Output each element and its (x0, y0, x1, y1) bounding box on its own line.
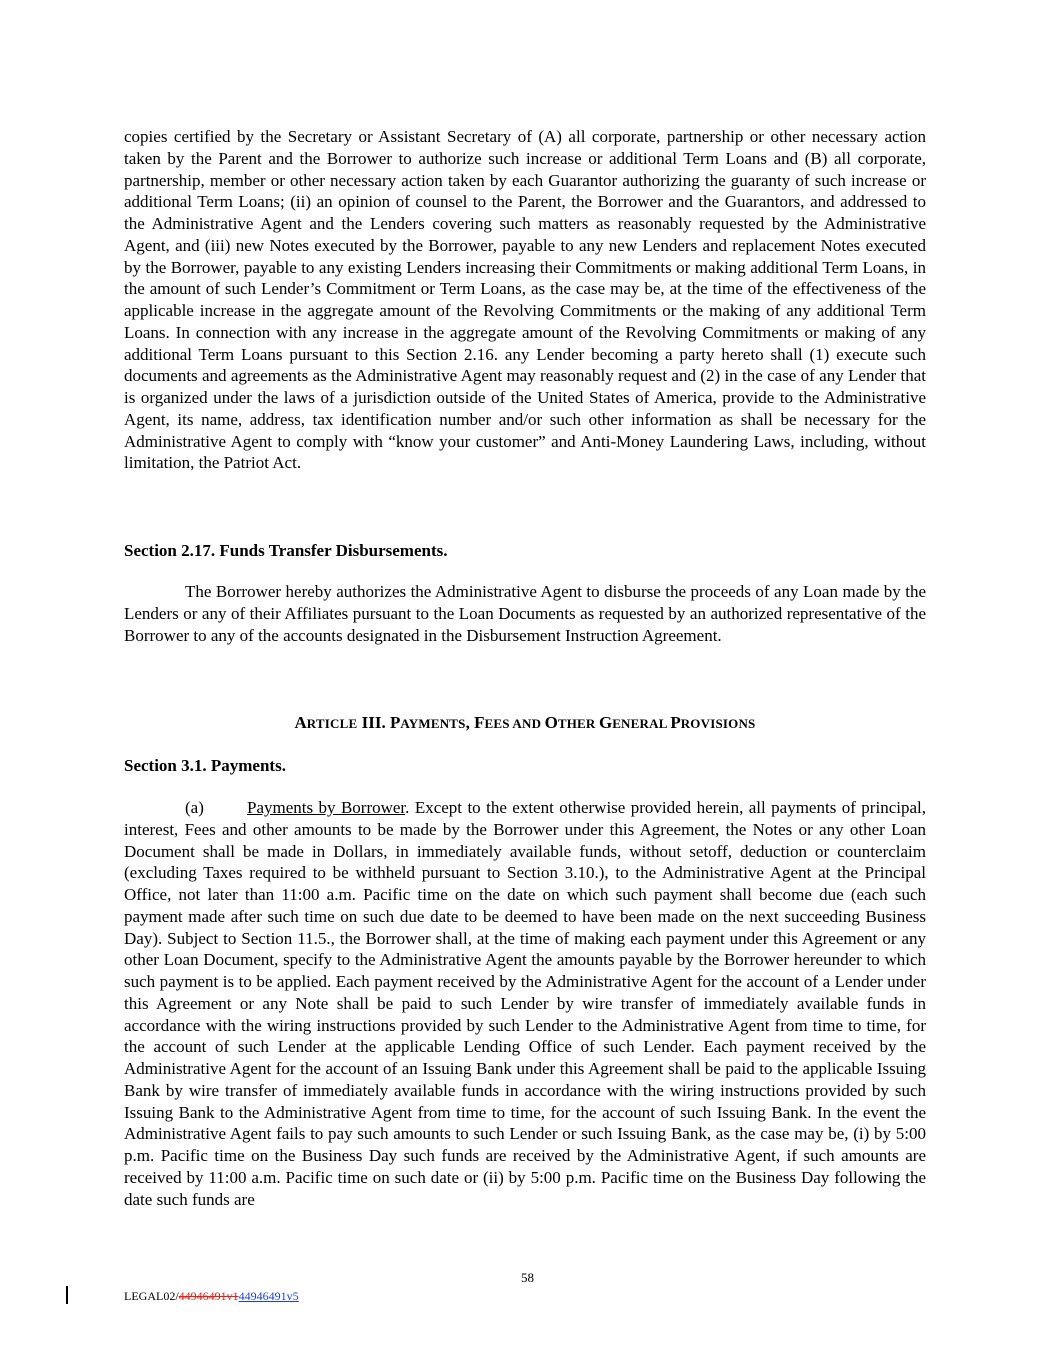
section-3-1-body: . Except to the extent otherwise provided herein, all payments of principal, interest, Fees and other amounts to be made by the Borrower under this Agreement, the Notes or any other Loan Document shall be made in Dollars, in immediately available funds, without setoff, deduction or counterclaim (excluding Taxes required to be withheld pursuant to Section 3.10.), to the Administrative Agent at the Principal Office, not later than 11:00 a.m. Pacific time on the date on which such payment shall become due (each such payment made after such time on such due date to be deemed to have been made on the next succeeding Business Day). Subject to Section 11.5., the Borrower shall, at the time of making each payment under this Agreement or any other Loan Document, specify to the Administrative Agent the amounts payable by the Borrower hereunder to which such payment is to be applied. Each payment received by the Administrative Agent for the account of a Lender under this Agreement or any Note shall be paid to such Lender by wire transfer of immediately available funds in accordance with the wiring instructions provided by such Lender to the Administrative Agent from time to time, for the account of such Lender at the applicable Lending Office of such Lender. Each payment received by the Administrative Agent for the account of an Issuing Bank under this Agreement shall be paid to the applicable Issuing Bank by wire transfer of immediately available funds in accordance with the wiring instructions provided by such Issuing Bank to the Administrative Agent from time to time, for the account of such Issuing Bank. In the event the Administrative Agent fails to pay such amounts to such Lender or such Issuing Bank, as the case may be, (i) by 5:00 p.m. Pacific time on the Business Day such funds are received by the Administrative Agent, if such amounts are received by 11:00 a.m. Pacific time on such date or (ii) by 5:00 p.m. Pacific time on the Business Day following the date such funds are (124, 798, 926, 1209)
section-3-1-block (124, 797, 926, 1210)
section-3-1-paragraph (124, 797, 926, 1210)
deleted-doc-id: 44946491v1 (178, 1289, 239, 1303)
continuation-block (124, 126, 926, 474)
section-2-17-body: The Borrower hereby authorizes the Administrative Agent to disburse the proceeds of any Loan made by the Lenders or any of their Affiliates pursuant to the Loan Documents as requested by an authorized representative of the Borrower to any of the accounts designated in the Disbursement Instruction Agreement. (124, 582, 926, 645)
doc-prefix: LEGAL02/ (124, 1289, 179, 1303)
section-2-17-heading: Section 2.17. Funds Transfer Disbursements. (124, 541, 448, 560)
page-number: 58 (521, 1270, 534, 1285)
inserted-doc-id: 44946491v5 (238, 1289, 299, 1303)
clause-subheading: Payments by Borrower (247, 798, 406, 817)
section-2-17-paragraph (124, 581, 926, 646)
continuation-paragraph: copies certified by the Secretary or Assistant Secretary of (A) all corporate, partnership or other necessary action taken by the Parent and the Borrower to authorize such increase or additional Term Loans and (B) all corporate, partnership, member or other necessary action taken by each Guarantor authorizing the guaranty of such increase or additional Term Loans; (ii) an opinion of counsel to the Parent, the Borrower and the Guarantors, and addressed to the Administrative Agent and the Lenders covering such matters as reasonably requested by the Administrative Agent, and (iii) new Notes executed by the Borrower, payable to any new Lenders and replacement Notes executed by the Borrower, payable to any existing Lenders increasing their Commitments or making additional Term Loans, in the amount of such Lender’s Commitment or Term Loans, as the case may be, at the time of the effectiveness of the applicable increase in the aggregate amount of the Revolving Commitments or the making of any additional Term Loans. In connection with any increase in the aggregate amount of the Revolving Commitments or making of any additional Term Loans pursuant to this Section 2.16. any Lender becoming a party hereto shall (1) execute such documents and agreements as the Administrative Agent may reasonably request and (2) in the case of any Lender that is organized under the laws of a jurisdiction outside of the United States of America, provide to the Administrative Agent, its name, address, tax identification number and/or such other information as shall be necessary for the Administrative Agent to comply with “know your customer” and Anti-Money Laundering Laws, including, without limitation, the Patriot Act. (124, 127, 926, 473)
article-iii-heading: ARTICLE III. PAYMENTS, FEES AND OTHER GENERAL PROVISIONS (294, 713, 756, 732)
change-bar (66, 1286, 68, 1304)
document-id (124, 1289, 299, 1304)
clause-marker: (a) (185, 798, 204, 817)
section-3-1-heading: Section 3.1. Payments. (124, 756, 286, 775)
section-2-17-block (124, 581, 926, 646)
